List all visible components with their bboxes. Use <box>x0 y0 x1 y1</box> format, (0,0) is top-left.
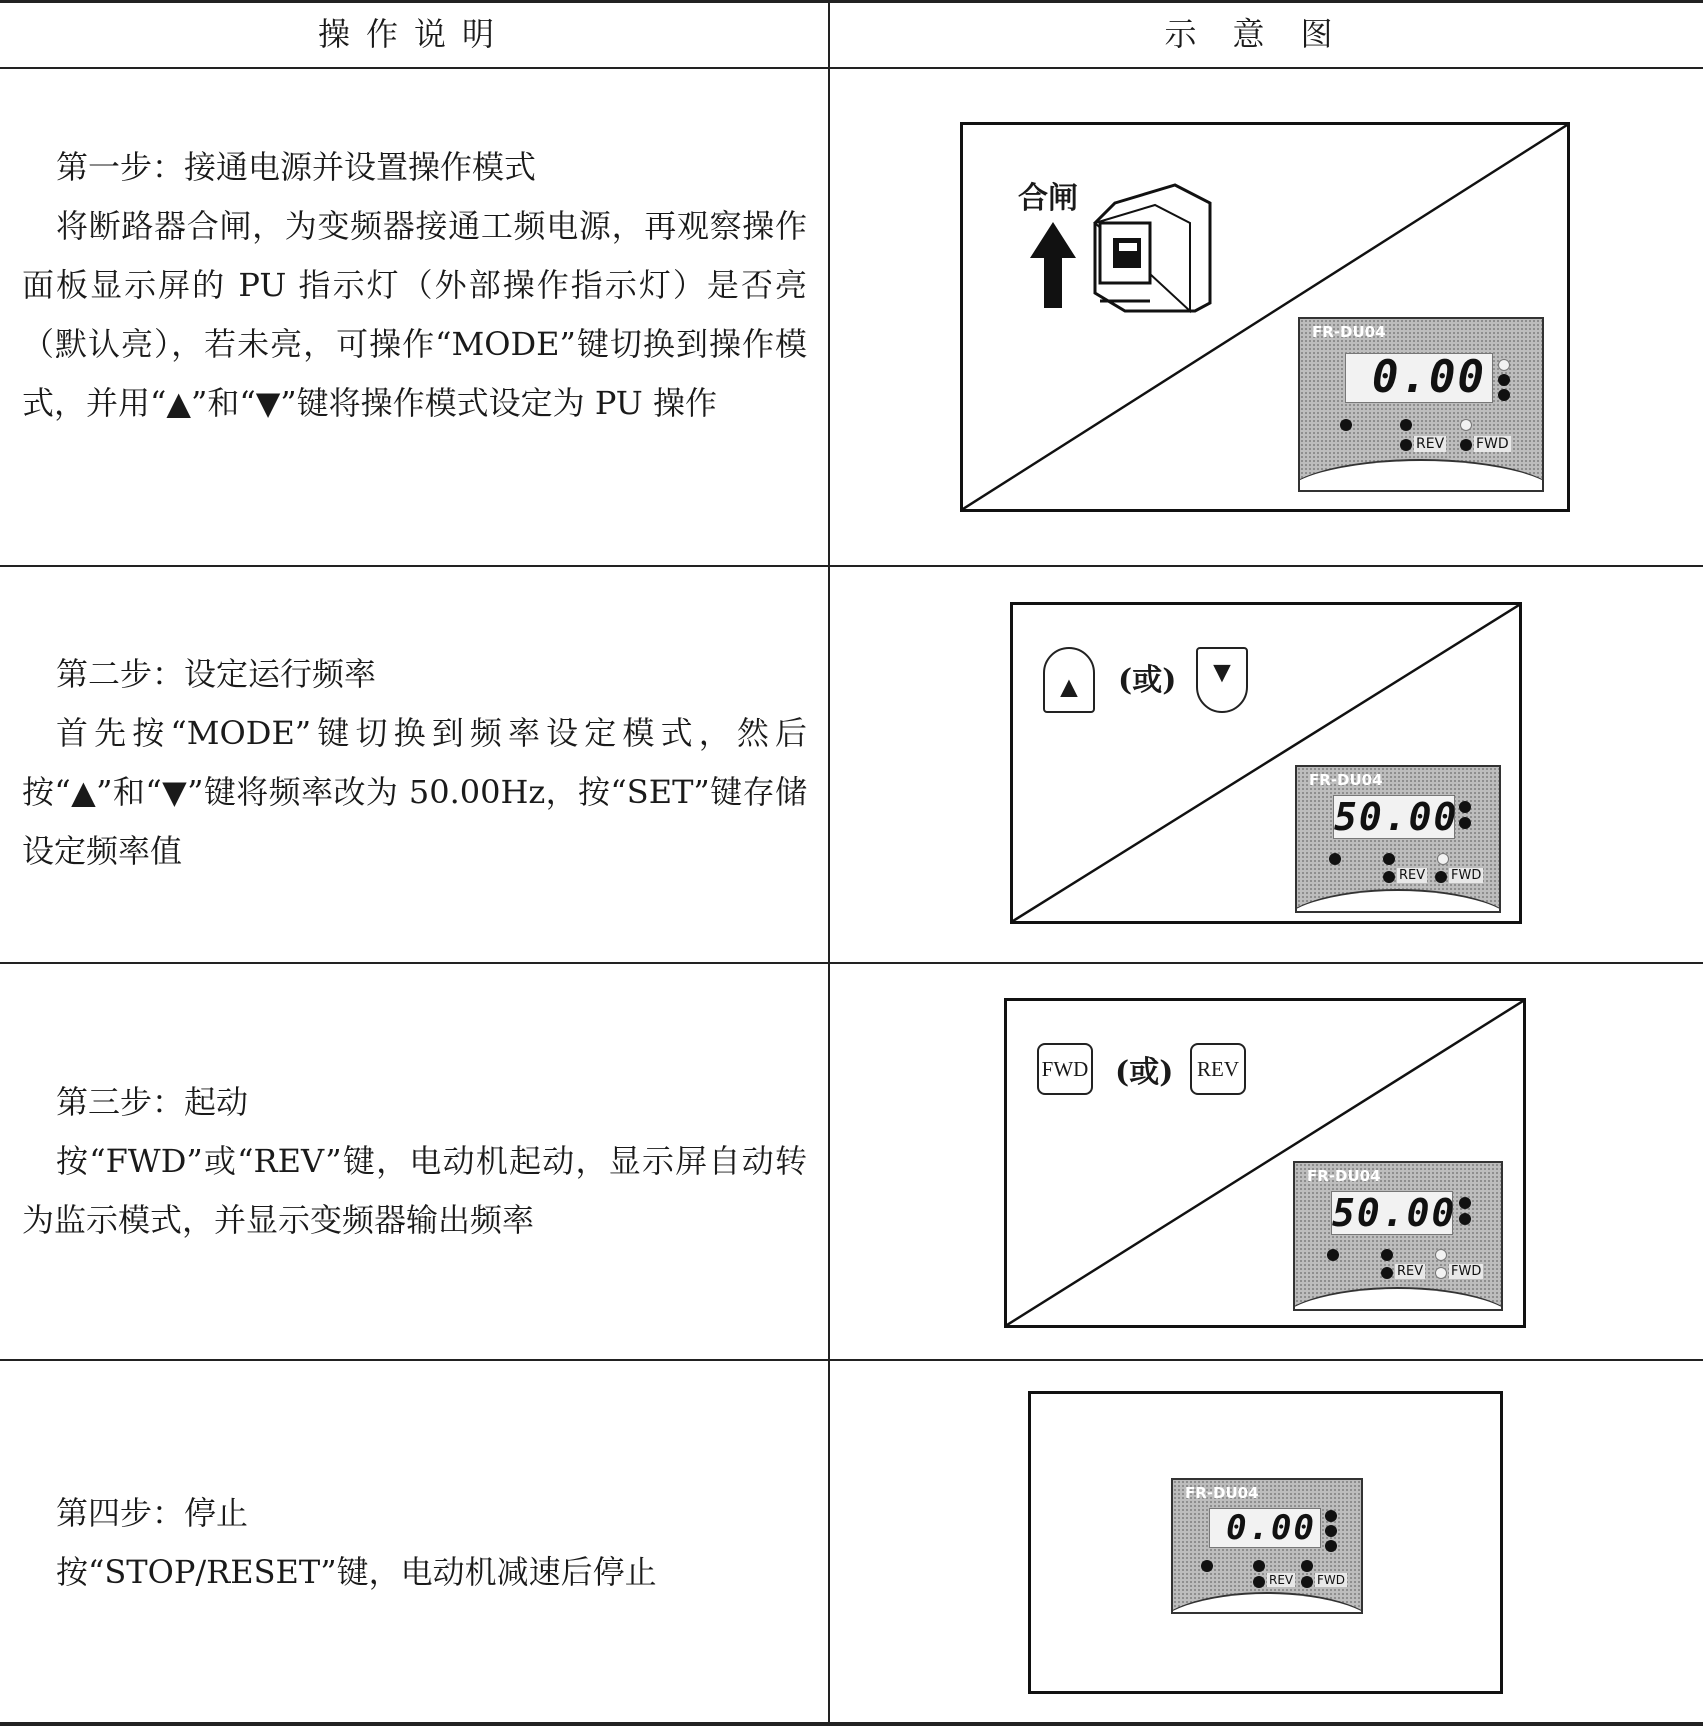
panel-indicator <box>1381 1249 1393 1261</box>
fwd-label: FWD <box>1451 1264 1482 1279</box>
panel-indicator <box>1498 389 1510 401</box>
rev-label: REV <box>1397 1264 1424 1279</box>
panel-arc <box>1298 459 1544 492</box>
control-panel <box>1293 1161 1503 1311</box>
up-arrow-icon <box>1028 220 1078 310</box>
step-2-body: 首先按“MODE”键切换到频率设定模式，然后按“▲”和“▼”键将频率改为 50.00Hz，按“SET”键存储设定频率值 <box>22 714 807 870</box>
fwd-indicator <box>1435 1267 1447 1279</box>
panel-indicator <box>1459 801 1471 813</box>
step-4-description <box>22 1484 807 1602</box>
rev-indicator <box>1400 439 1412 451</box>
step-4-figure <box>1028 1391 1503 1694</box>
up-key <box>1043 647 1095 713</box>
step-1-body: 将断路器合闸，为变频器接通工频电源，再观察操作面板显示屏的 PU 指示灯（外部操作指示灯）是否亮（默认亮），若未亮，可操作“MODE”键切换到操作模式，并用“▲”和“▼”键将操作模式设定为 PU 操作 <box>22 207 807 422</box>
fwd-label: FWD <box>1317 1573 1346 1587</box>
rev-label: REV <box>1269 1573 1294 1587</box>
panel-model: FR-DU04 <box>1307 1167 1381 1185</box>
panel-indicator <box>1435 1249 1447 1261</box>
step-3-figure <box>1004 998 1526 1328</box>
step-4-title: 第四步：停止 <box>56 1494 249 1532</box>
panel-indicator <box>1437 853 1449 865</box>
fwd-key: FWD <box>1037 1043 1093 1095</box>
panel-indicator <box>1459 1213 1471 1225</box>
close-switch-label: 合闸 <box>1018 181 1078 216</box>
step-4-body: 按“STOP/RESET”键，电动机减速后停止 <box>56 1553 657 1591</box>
panel-arc <box>1293 1287 1503 1311</box>
panel-indicator <box>1340 419 1352 431</box>
up-triangle-icon: ▲ <box>1054 671 1084 704</box>
panel-model: FR-DU04 <box>1309 771 1383 789</box>
panel-display: 50.00 <box>1334 795 1459 839</box>
or-label: (或) <box>1118 663 1177 698</box>
rev-indicator <box>1383 871 1395 883</box>
panel-indicator <box>1325 1525 1337 1537</box>
fwd-indicator <box>1435 871 1447 883</box>
rev-key: REV <box>1190 1043 1246 1095</box>
panel-display: 0.00 <box>1345 353 1493 403</box>
fwd-label: FWD <box>1451 868 1482 883</box>
fwd-indicator <box>1301 1576 1313 1588</box>
step-2-description <box>22 645 807 881</box>
panel-indicator <box>1201 1560 1213 1572</box>
step-2-figure <box>1010 602 1522 924</box>
panel-indicator <box>1498 374 1510 386</box>
panel-indicator <box>1325 1540 1337 1552</box>
header-operation: 操作说明 <box>317 15 510 53</box>
row-rule-1 <box>0 565 1703 567</box>
panel-model: FR-DU04 <box>1185 1484 1259 1502</box>
fwd-indicator <box>1460 439 1472 451</box>
panel-indicator <box>1327 1249 1339 1261</box>
table-bottom-rule <box>0 1722 1703 1726</box>
panel-indicator <box>1329 853 1341 865</box>
control-panel <box>1171 1478 1363 1614</box>
row-rule-2 <box>0 962 1703 964</box>
panel-display: 50.00 <box>1332 1191 1457 1235</box>
step-1-figure <box>960 122 1570 512</box>
down-key <box>1196 647 1248 713</box>
panel-indicator <box>1383 853 1395 865</box>
control-panel <box>1298 317 1544 492</box>
panel-indicator <box>1460 419 1472 431</box>
rev-label: REV <box>1416 436 1445 452</box>
panel-indicator <box>1301 1560 1313 1572</box>
step-2-title: 第二步：设定运行频率 <box>56 655 377 693</box>
panel-indicator <box>1325 1510 1337 1522</box>
step-1-title: 第一步：接通电源并设置操作模式 <box>56 148 537 186</box>
step-1-description <box>22 138 807 433</box>
row-rule-3 <box>0 1359 1703 1361</box>
step-3-title: 第三步：起动 <box>56 1083 249 1121</box>
rev-indicator <box>1381 1267 1393 1279</box>
header-diagram: 示意图 <box>1164 15 1369 53</box>
circuit-breaker-icon <box>1085 183 1215 323</box>
control-panel <box>1295 765 1501 913</box>
step-3-body: 按“FWD”或“REV”键，电动机起动，显示屏自动转为监示模式，并显示变频器输出频率 <box>22 1142 807 1239</box>
down-triangle-icon: ▼ <box>1207 656 1237 689</box>
fwd-label: FWD <box>1476 436 1509 452</box>
panel-display: 0.00 <box>1209 1508 1321 1548</box>
column-divider <box>828 2 830 1724</box>
panel-indicator <box>1400 419 1412 431</box>
panel-indicator <box>1498 359 1510 371</box>
panel-arc <box>1171 1592 1363 1614</box>
step-3-description <box>22 1073 807 1250</box>
rev-label: REV <box>1399 868 1426 883</box>
panel-indicator <box>1459 817 1471 829</box>
panel-arc <box>1295 889 1501 913</box>
rev-indicator <box>1253 1576 1265 1588</box>
panel-indicator <box>1459 1197 1471 1209</box>
panel-model: FR-DU04 <box>1312 323 1386 341</box>
panel-indicator <box>1253 1560 1265 1572</box>
or-label: (或) <box>1115 1055 1174 1090</box>
